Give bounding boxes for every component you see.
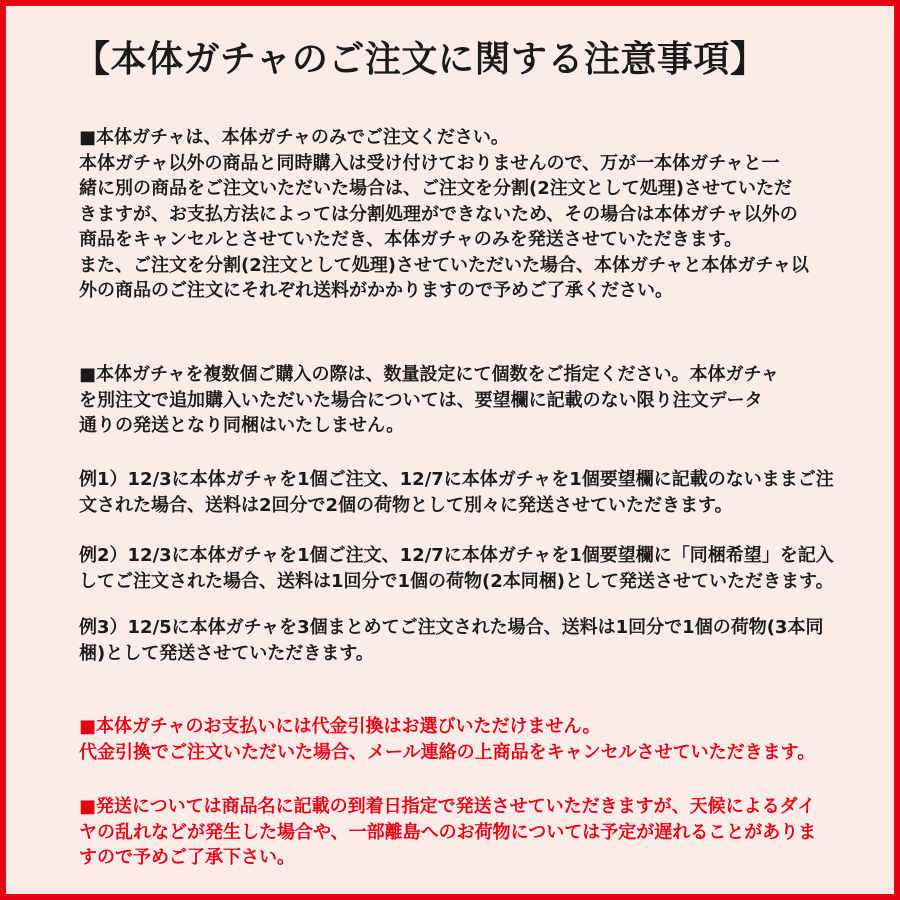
warning-line: ■発送については商品名に記載の到着日指定で発送させていただきますが、天候によるダイ — [79, 796, 816, 817]
text-line: 外の商品のご注文にそれぞれ送料がかかりますので予めご了承ください。 — [79, 280, 673, 301]
warning-line: ■本体ガチャのお支払いには代金引換はお選びいただけません。 — [79, 716, 601, 737]
text-line: してご注文された場合、送料は1回分で1個の荷物(2本同梱)として発送させていただきます。 — [79, 570, 834, 592]
text-line: 例1）12/3に本体ガチャを1個ご注文、12/7に本体ガチャを1個要望欄に記載のないままご注 — [79, 469, 834, 490]
text-line: 本体ガチャ以外の商品と同時購入は受け付けておりませんので、万が一本体ガチャと一 — [79, 152, 780, 174]
text-line: 商品をキャンセルとさせていただき、本体ガチャのみを発送させていただきます。 — [79, 229, 743, 250]
warning-line: 代金引換でご注文いただいた場合、メール連絡の上商品をキャンセルさせていただきます。 — [79, 741, 816, 763]
section-single-order — [79, 125, 849, 304]
section-example-3 — [79, 615, 849, 666]
text-line: 通りの発送となり同梱はいたしません。 — [79, 415, 405, 436]
text-line: 例2）12/3に本体ガチャを1個ご注文、12/7に本体ガチャを1個要望欄に「同梱希望」を記入 — [79, 545, 834, 566]
text-line: きますが、お支払方法によっては分割処理ができないため、その場合は本体ガチャ以外の — [79, 203, 798, 225]
text-line: ■本体ガチャは、本体ガチャのみでご注文ください。 — [79, 127, 509, 148]
text-line: 梱)として発送させていただきます。 — [79, 642, 374, 664]
page-title: 【本体ガチャのご注文に関する注意事項】 — [74, 39, 767, 80]
section-multiple-purchase — [79, 362, 849, 439]
section-example-2 — [79, 543, 849, 594]
text-line: を別注文で追加購入いただいた場合については、要望欄に記載のない限り注文データ — [79, 389, 763, 411]
text-line: また、ご注文を分割(2注文として処理)させていただいた場合、本体ガチャと本体ガチャ以 — [79, 254, 809, 276]
text-line: 文された場合、送料は2回分で2個の荷物として別々に発送させていただきます。 — [79, 494, 733, 516]
text-line: 緒に別の商品をご注文いただいた場合は、ご注文を分割(2注文として処理)させていただ — [79, 178, 792, 199]
section-shipping-warning — [79, 794, 849, 871]
warning-line: ヤの乱れなどが発生した場合や、一部離島へのお荷物については予定が遅れることがありま — [79, 821, 817, 843]
text-line: ■本体ガチャを複数個ご購入の際は、数量設定にて個数をご指定ください。本体ガチャ — [79, 364, 779, 385]
section-example-1 — [79, 467, 849, 518]
warning-line: すので予めご了承下さい。 — [79, 847, 295, 868]
section-payment-warning — [79, 714, 849, 765]
text-line: 例3）12/5に本体ガチャを3個まとめてご注文された場合、送料は1回分で1個の荷物(3本同 — [79, 617, 824, 638]
